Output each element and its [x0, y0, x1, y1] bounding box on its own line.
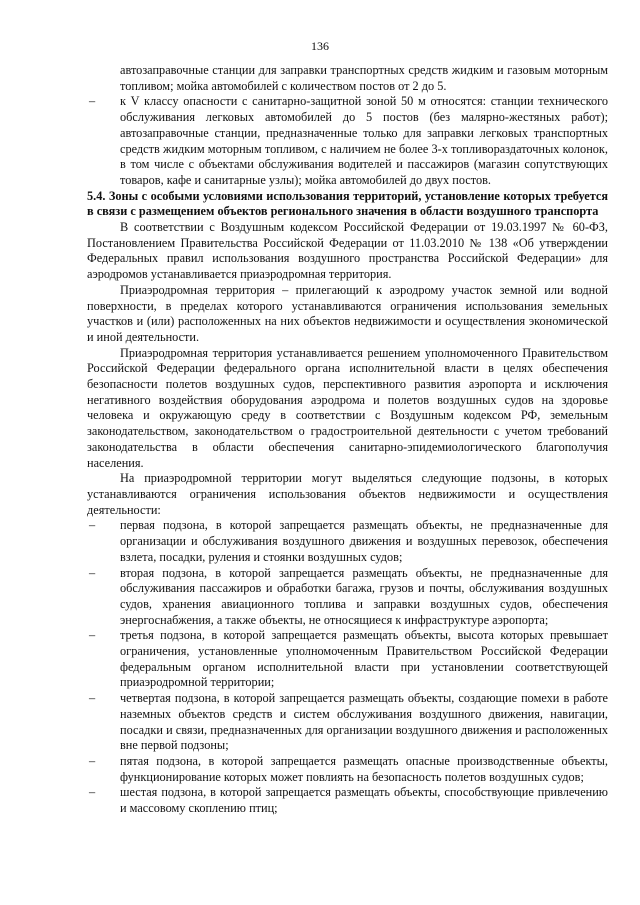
list-item-text: первая подзона, в которой запрещается размещать объекты, не предназначенные для организации и обслуживания воздушного движения и воздушных перевозок, обеспечения взлета, посадки, руления и стоянки воздушных судов; [120, 518, 608, 564]
list-item-subzone-5 [87, 754, 608, 785]
bullet-dash: – [89, 785, 96, 800]
paragraph-establishment: Приаэродромная территория устанавливается решением уполномоченного Правительством Российской Федерации федерального органа исполнительной власти в целях обеспечения безопасности полетов воздушных судов, перспективного развития аэропорта и исключения негативного воздействия оборудования аэродрома и полетов воздушных судов на здоровье человека и окружающую среду в соответствии с Воздушным кодексом РФ, земельным законодательством, законодательством о градостроительной деятельности с учетом требований законодательства в области обеспечения санитарно-эпидемиологического благополучия населения. [87, 345, 608, 470]
list-item-text: вторая подзона, в которой запрещается размещать объекты, не предназначенные для обслуживания пассажиров и обработки багажа, грузов и почты, обслуживания воздушных судов, хранения авиационного топлива и заправки воздушных судов, обеспечения энергоснабжения, а также объекты, не относящиеся к инфраструктуре аэропорта; [120, 565, 608, 627]
list-item-subzone-3 [87, 628, 608, 691]
list-item-subzone-4 [87, 691, 608, 754]
list-item-text: шестая подзона, в которой запрещается размещать объекты, способствующие привлечению и массовому скоплению птиц; [120, 785, 608, 816]
paragraph-subzones-intro: На приаэродромной территории могут выделяться следующие подзоны, в которых устанавливаются ограничения использования объектов недвижимости и осуществления деятельности: [87, 471, 608, 517]
list-item-subzone-2 [87, 566, 608, 629]
section-heading: 5.4. Зоны с особыми условиями использования территорий, установление которых требуется в связи с размещением объектов регионального значения в области воздушного транспорта [87, 188, 608, 219]
list-item-v-class [87, 94, 608, 188]
continued-list-item-text: автозаправочные станции для заправки транспортных средств жидким и газовым моторным топливом; мойка автомобилей с количеством постов от 2 до 5. [120, 63, 608, 93]
bullet-dash: – [89, 94, 96, 109]
page-content [87, 63, 608, 817]
bullet-dash: – [89, 518, 96, 533]
bullet-dash: – [89, 628, 96, 643]
list-item-subzone-1 [87, 518, 608, 565]
list-item-text: третья подзона, в которой запрещается размещать объекты, высота которых превышает ограничения, установленные уполномоченным Правительством Российской Федерации федеральным органом исполнительной власти при установлении соответствующей приаэродромной территории; [120, 628, 608, 690]
list-item-text: пятая подзона, в которой запрещается размещать опасные производственные объекты, функционирование которых может повлиять на безопасность полетов воздушных судов; [120, 753, 608, 784]
paragraph-definition: Приаэродромная территория – прилегающий к аэродрому участок земной или водной поверхности, в пределах которого устанавливаются ограничения использования земельных участков и (или) расположенных на них объектов недвижимости и осуществления экономической и иной деятельности. [87, 282, 608, 344]
list-item-subzone-6 [87, 785, 608, 816]
bullet-dash: – [89, 753, 96, 768]
bullet-dash: – [89, 691, 96, 706]
paragraph-air-code: В соответствии с Воздушным кодексом Российской Федерации от 19.03.1997 № 60-ФЗ, Постановлением Правительства Российской Федерации от 11.03.2010 № 138 «Об утверждении Федеральных правил использования воздушного пространства Российской Федерации» для аэродромов устанавливается приаэродромная территория. [87, 220, 608, 282]
page-number: 136 [311, 39, 329, 53]
bullet-dash: – [89, 565, 96, 580]
list-item-text: четвертая подзона, в которой запрещается размещать объекты, создающие помехи в работе наземных объектов средств и систем обслуживания воздушного движения, навигации, посадки и связи, предназначенных для организации воздушного движения и расположенных вне первой подзоны; [120, 691, 608, 753]
list-item-text: к V классу опасности с санитарно-защитной зоной 50 м относятся: станции технического обслуживания легковых автомобилей до 5 постов (без малярно-жестяных работ); автозаправочные станции, предназначенные только для заправки легковых транспортных средств жидким моторным топливом, с наличием не более 3-х топливораздаточных колонок, в том числе с объектами обслуживания водителей и пассажиров (магазин сопутствующих товаров, кафе и санитарные узлы); мойка автомобилей до двух постов. [120, 94, 608, 187]
